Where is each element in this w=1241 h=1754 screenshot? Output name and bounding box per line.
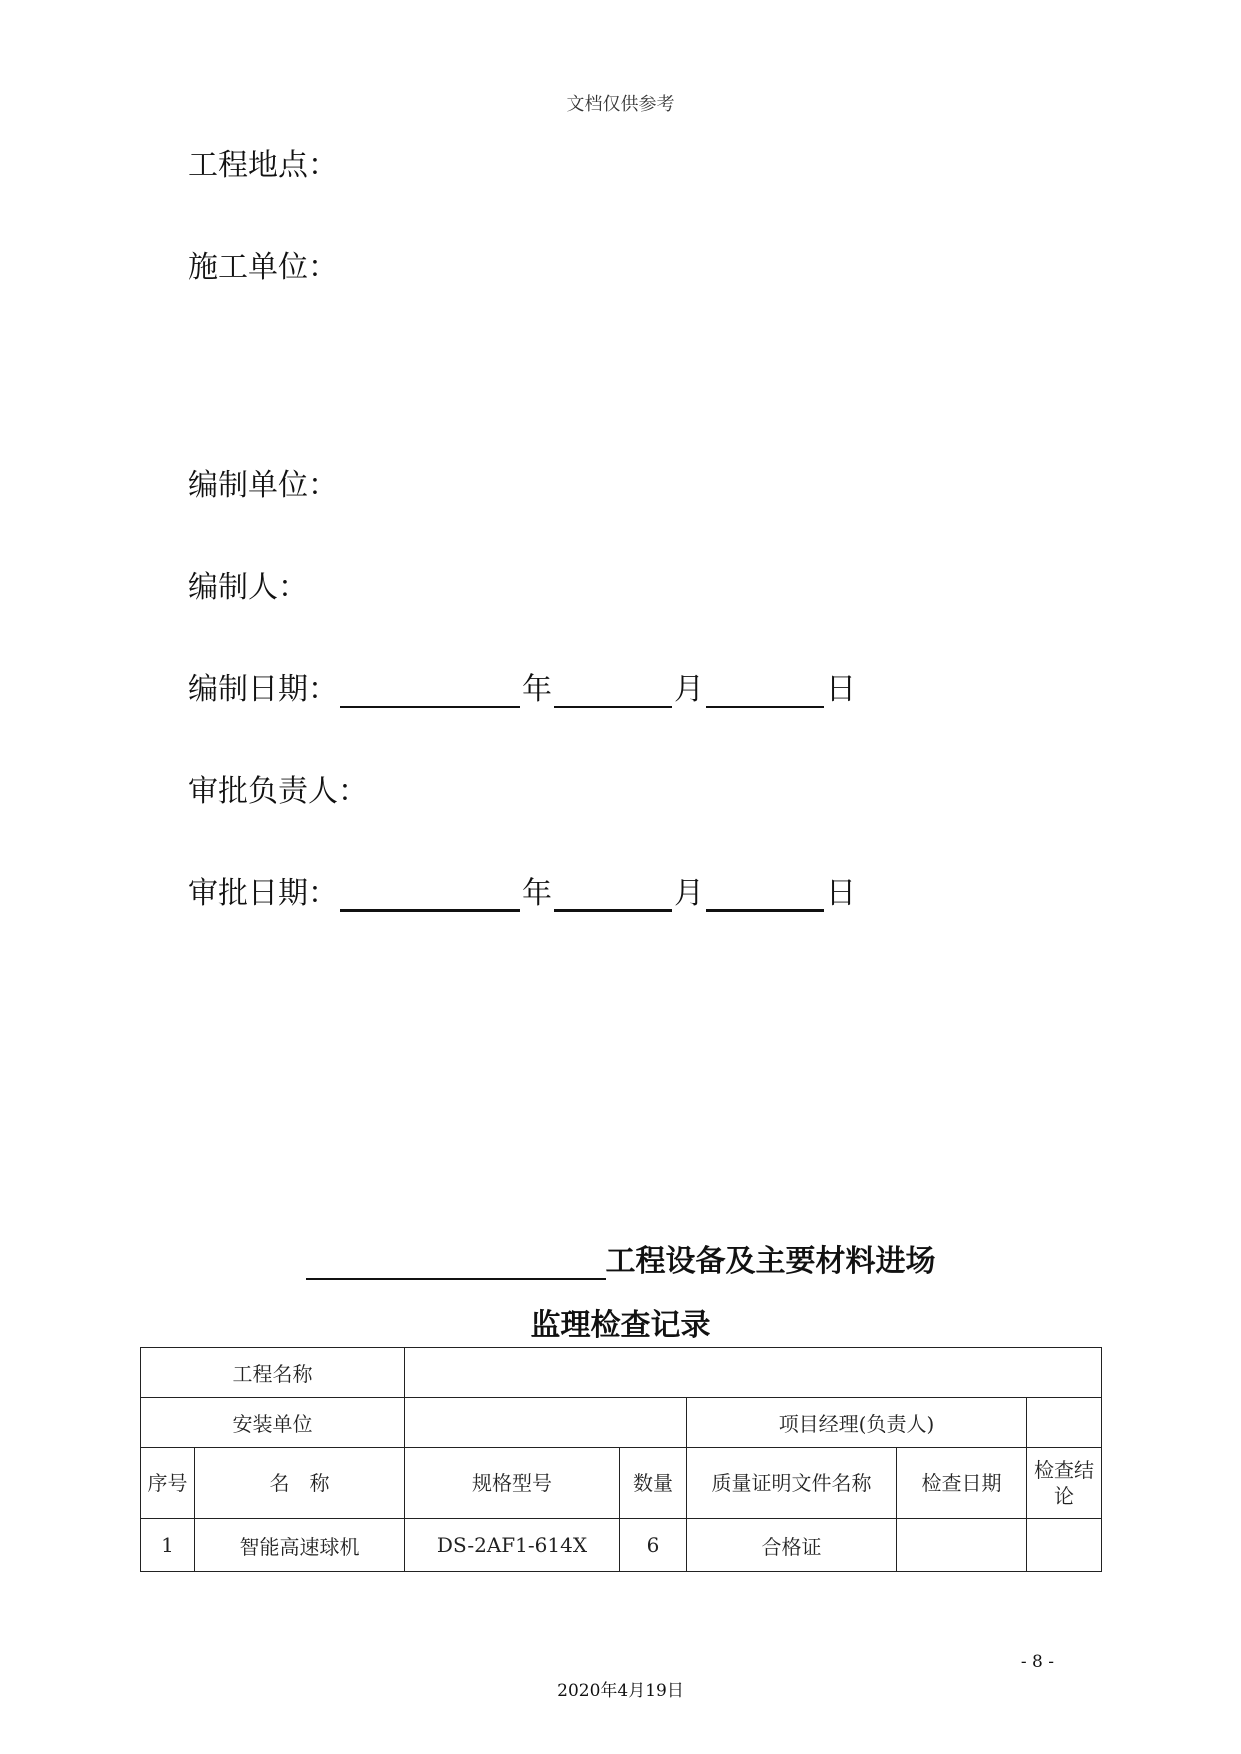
compile-year-label: 年 bbox=[522, 672, 552, 707]
cell-doc: 合格证 bbox=[687, 1519, 897, 1572]
project-name-value[interactable] bbox=[405, 1348, 1102, 1398]
approve-month-label: 月 bbox=[674, 876, 704, 911]
table-row bbox=[141, 1519, 1102, 1572]
approve-year-blank[interactable] bbox=[340, 879, 520, 912]
record-title bbox=[0, 1236, 1241, 1280]
compile-month-blank[interactable] bbox=[554, 676, 672, 708]
approve-date-label: 审批日期： bbox=[188, 876, 338, 911]
manager-value[interactable] bbox=[1027, 1398, 1102, 1448]
manager-label: 项目经理(负责人) bbox=[687, 1398, 1027, 1448]
table-row-project-name bbox=[141, 1348, 1102, 1398]
record-subtitle: 监理检查记录 bbox=[530, 1308, 711, 1343]
table-row-install-unit bbox=[141, 1398, 1102, 1448]
document-header: 文档仅供参考 bbox=[566, 94, 675, 115]
footer-date: 2020年4月19日 bbox=[557, 1681, 684, 1701]
col-header-name: 名 称 bbox=[195, 1448, 405, 1519]
install-unit-label: 安装单位 bbox=[141, 1398, 405, 1448]
install-unit-value[interactable] bbox=[405, 1398, 687, 1448]
approve-day-label: 日 bbox=[826, 876, 856, 911]
field-project-location: 工程地点： bbox=[188, 148, 338, 183]
table-header-row bbox=[141, 1448, 1102, 1519]
project-name-blank[interactable] bbox=[306, 1248, 606, 1280]
compile-date-label: 编制日期： bbox=[188, 672, 338, 707]
cell-model: DS-2AF1-614X bbox=[405, 1519, 620, 1572]
compile-day-blank[interactable] bbox=[706, 676, 824, 708]
col-header-result: 检查结论 bbox=[1027, 1448, 1102, 1519]
field-compiler: 编制人： bbox=[188, 570, 308, 605]
approve-month-blank[interactable] bbox=[554, 879, 672, 912]
col-header-model: 规格型号 bbox=[405, 1448, 620, 1519]
compile-day-label: 日 bbox=[826, 672, 856, 707]
col-header-qty: 数量 bbox=[620, 1448, 687, 1519]
cell-qty: 6 bbox=[620, 1519, 687, 1572]
approve-day-blank[interactable] bbox=[706, 879, 824, 912]
project-name-label: 工程名称 bbox=[141, 1348, 405, 1398]
cell-name: 智能高速球机 bbox=[195, 1519, 405, 1572]
cell-no: 1 bbox=[141, 1519, 195, 1572]
col-header-no: 序号 bbox=[141, 1448, 195, 1519]
compile-year-blank[interactable] bbox=[340, 676, 520, 708]
page-number: - 8 - bbox=[1020, 1652, 1054, 1672]
inspection-record-table bbox=[140, 1347, 1102, 1572]
record-title-suffix: 工程设备及主要材料进场 bbox=[605, 1244, 936, 1279]
field-approver: 审批负责人： bbox=[188, 774, 368, 809]
approve-year-label: 年 bbox=[522, 876, 552, 911]
field-compiling-unit: 编制单位： bbox=[188, 468, 338, 503]
field-construction-unit: 施工单位： bbox=[188, 250, 338, 285]
field-compile-date bbox=[188, 672, 856, 708]
field-approve-date bbox=[188, 876, 856, 912]
cell-date[interactable] bbox=[897, 1519, 1027, 1572]
compile-month-label: 月 bbox=[674, 672, 704, 707]
col-header-date: 检查日期 bbox=[897, 1448, 1027, 1519]
col-header-doc: 质量证明文件名称 bbox=[687, 1448, 897, 1519]
cell-result[interactable] bbox=[1027, 1519, 1102, 1572]
